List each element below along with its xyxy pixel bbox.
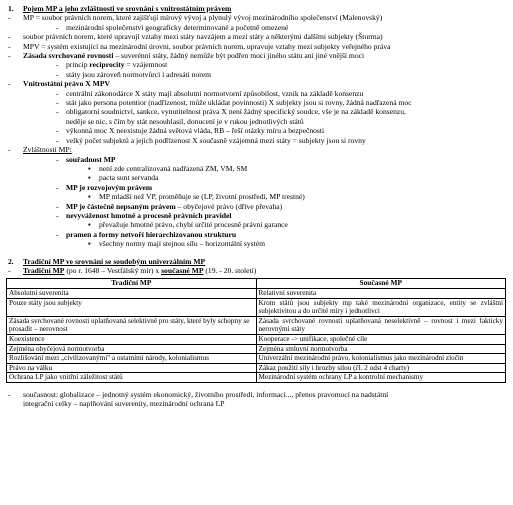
table-header-traditional: Tradiční MP bbox=[7, 279, 257, 289]
footer-note: - současnost: globalizace – jednotný systém ekonomický, životního prostředí, informací..., přenos pravomocí na nadstátní integrační celky – naplňování suverenity, mezinárodní ochrana LP bbox=[8, 389, 389, 409]
cell-traditional: Zásada svrchované rovnosti uplatňovaná selektivně pro státy, které byly schopny se prosadit – nerovnost bbox=[7, 316, 257, 334]
table-row bbox=[7, 373, 506, 383]
list-item: ▪ není zde centralizovaná nadřazená ZM, VM, SM bbox=[88, 163, 248, 173]
list-item: - mezinárodní společenství geograficky determinované a početně omezené bbox=[56, 22, 289, 32]
table-header-contemporary: Současné MP bbox=[256, 279, 506, 289]
cell-traditional: Pouze státy jsou subjekty bbox=[7, 298, 257, 316]
list-item-continuation: neděje se nic, s čím by stát nesouhlasil, donucení je v rukou jednotlivých států bbox=[66, 116, 304, 126]
section2-number: 2. bbox=[8, 256, 14, 266]
cell-traditional: Absolutní suverenita bbox=[7, 288, 257, 298]
cell-contemporary: Univerzální mezinárodní právo, kolonialismus jako mezinárodní zločin bbox=[256, 354, 506, 364]
cell-traditional: Koexistence bbox=[7, 334, 257, 344]
cell-traditional: Ochrana LP jako vnitřní záležitost států bbox=[7, 373, 257, 383]
section1-title: Pojem MP a jeho zvláštnosti ve srovnání s vnitrostátním právem bbox=[23, 4, 232, 13]
list-item: - nevyváženost hmotně a procesně právních pravidel bbox=[56, 210, 232, 220]
list-item: - Zásada svrchované rovnosti – suverénní státy, žádný nemůže být podřen moci jiného státu ani jiné vnější moci bbox=[8, 51, 365, 61]
table-row bbox=[7, 363, 506, 373]
list-item: - soubor právních norem, které upravují vztahy mezi státy navzájem a mezi státy a některými dalšími subjekty (Šturma) bbox=[8, 32, 383, 42]
table-row bbox=[7, 354, 506, 364]
cell-contemporary: Krom států jsou subjekty mp také mezinárodní organizace, entity se zvláštní subjektivitou a do určité míry i jednotlivci bbox=[256, 298, 506, 316]
cell-contemporary: Zejména smluvní normotvorba bbox=[256, 344, 506, 354]
footer-text-cont: integrační celky – naplňování suverenity, mezinárodní ochrana LP bbox=[23, 399, 225, 409]
list-item: ▪ MP mladší než VP, proměňuje se (LP, životní prostředí, MP trestné) bbox=[88, 192, 305, 202]
list-item: - státy jsou zároveň normotvůrci i adresáti norem bbox=[56, 69, 212, 79]
table-row bbox=[7, 298, 506, 316]
section2-heading bbox=[4, 257, 509, 266]
list-item: ▪ převažuje hmotné právo, chybí určité procesně právní garance bbox=[88, 220, 288, 230]
list-item: - výkonná moc X neexistuje žádná světová vláda, RB – řeší otázky míru a bezpečnosti bbox=[56, 126, 325, 136]
table-row bbox=[7, 334, 506, 344]
list-item: - MP je částečně nepsaným právem – obyčejové právo (dříve převaha) bbox=[56, 201, 283, 211]
cell-traditional: Rozlišování mezi „civilizovanými" a ostatními národy, kolonialismus bbox=[7, 354, 257, 364]
subtitle-contemporary: současné MP bbox=[161, 265, 204, 275]
cell-contemporary: Mezinárodní systém ochrany LP a kontrolní mechanismy bbox=[256, 373, 506, 383]
subtitle-mid: (po r. 1648 – Vestfálský mír) x bbox=[64, 265, 162, 275]
section1-number: 1. bbox=[8, 4, 14, 13]
section1-heading bbox=[4, 4, 509, 13]
subtitle-end: (19. - 20. století) bbox=[203, 265, 257, 275]
cell-contemporary: Kooperace -> unifikace, společné cíle bbox=[256, 334, 506, 344]
list-item: - Zvláštnosti MP: bbox=[8, 145, 72, 155]
list-item: - Vnitrostátní právo X MPV bbox=[8, 79, 110, 89]
list-item: - MP = soubor právních norem, které zajišťují mírový vývoj a plynulý vývoj mezinárodního společenství (Malenovský) bbox=[8, 13, 383, 23]
table-row bbox=[7, 288, 506, 298]
cell-contemporary: Relativní suverenita bbox=[256, 288, 506, 298]
table-body bbox=[7, 288, 506, 382]
subtitle-traditional: Tradiční MP bbox=[23, 265, 65, 275]
comparison-table bbox=[6, 278, 506, 383]
section2-title: Tradiční MP ve srovnání se soudobým univerzálním MP bbox=[23, 256, 206, 266]
cell-traditional: Zejména obyčejová normotvorba bbox=[7, 344, 257, 354]
list-item: - pramen a formy netvoří hierarchizovanou strukturu bbox=[56, 229, 237, 239]
table-row bbox=[7, 344, 506, 354]
section1-list bbox=[4, 13, 509, 248]
list-item: - souřadnost MP bbox=[56, 154, 116, 164]
footer-text: současnost: globalizace – jednotný systém ekonomický, životního prostředí, informací..., přenos pravomocí na nadstátní bbox=[23, 389, 389, 399]
list-item: - velký počet subjektů a jejich podřízenost X současně vzájemná mezi státy = subjekty jsou si rovny bbox=[56, 135, 366, 145]
section2-subtitle: - Tradiční MP (po r. 1648 – Vestfálský mír) x současné MP (19. - 20. století) bbox=[8, 265, 257, 275]
cell-contemporary: Zákaz použití síly i hrozby silou (čl. 2 odst 4 charty) bbox=[256, 363, 506, 373]
cell-traditional: Právo na válku bbox=[7, 363, 257, 373]
list-item: - princip reciprocity = vzájemnost bbox=[56, 60, 168, 70]
list-item: - centrální zákonodárce X státy mají absolutní normotvorní způsobilost, vznik na základě konsenzu bbox=[56, 88, 364, 98]
list-item: - obligatorní soudnictví, sankce, vynutitelnost práva X není žádný specifický soudce, vše je na základě konsenzu, bbox=[56, 107, 406, 117]
list-item: - MPV = systém existující na mezinárodní úrovni, soubor právních norem, upravuje vztahy mezi subjekty veřejného práva bbox=[8, 41, 391, 51]
list-item: ▪ pacta sunt servanda bbox=[88, 173, 159, 183]
list-item: ▪ všechny normy mají stejnou sílu – horizontální systém bbox=[88, 239, 265, 249]
table-row bbox=[7, 316, 506, 334]
cell-contemporary: Zásada svrchované rovnosti uplatňovaná neselektivně – rovnost i mezi fakticky nerovnými státy bbox=[256, 316, 506, 334]
list-item: - stát jako persona potentior (nadřízenost, může ukládat povinnosti) X subjekty jsou si rovny, žádná nadřazená moc bbox=[56, 98, 412, 108]
list-item: - MP je rozvojovým právem bbox=[56, 182, 153, 192]
